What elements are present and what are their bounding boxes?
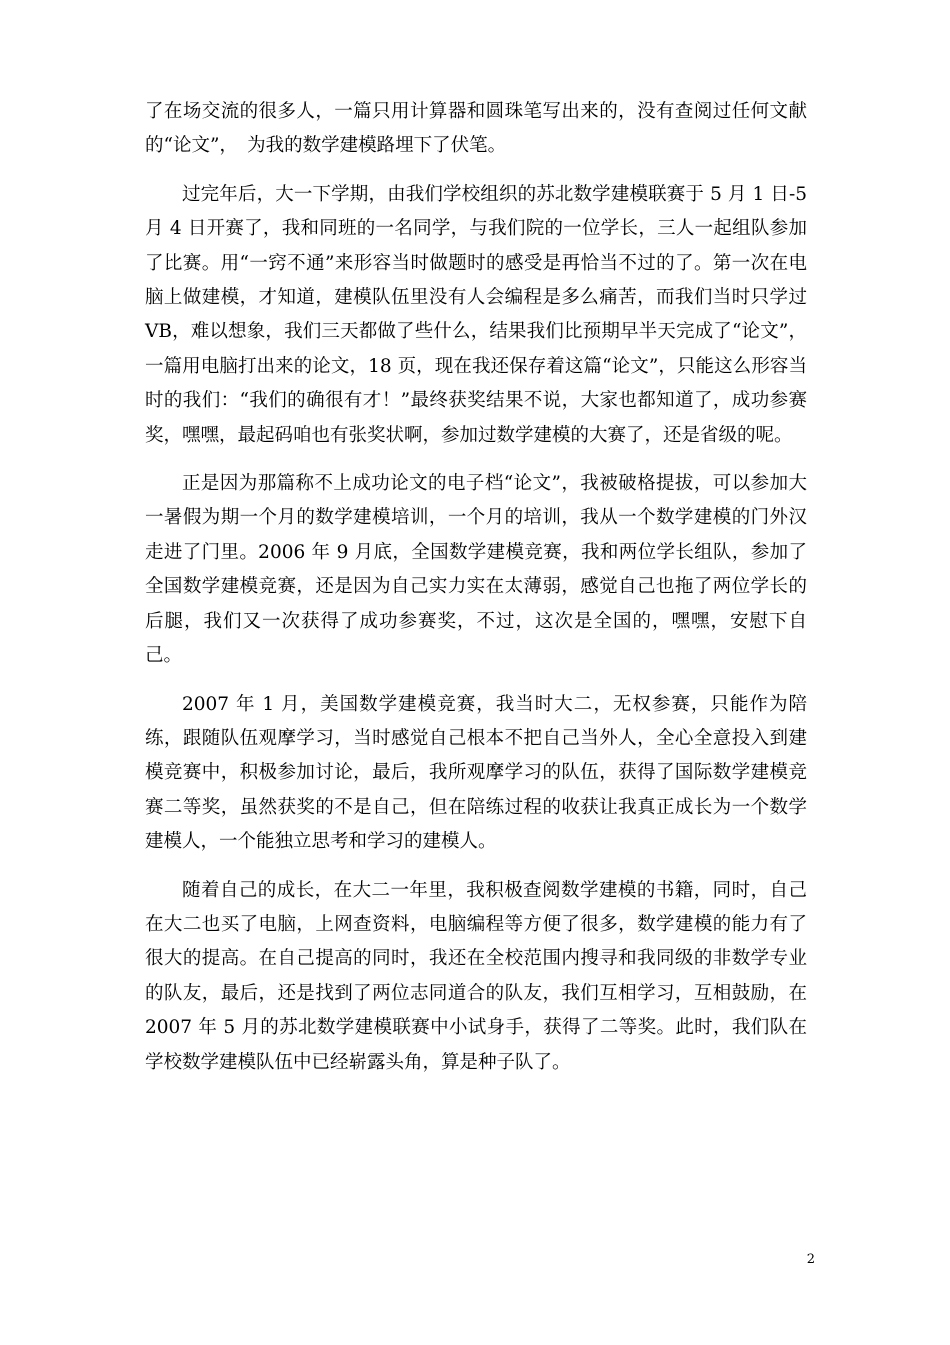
page-number: 2: [806, 1252, 815, 1267]
paragraph-2: 过完年后，大一下学期，由我们学校组织的苏北数学建模联赛于 5 月 1 日-5 月 4 日开赛了，我和同班的一名同学，与我们院的一位学长，三人一起组队参加了比赛。用“一窍不通”来形容当时做题时的感受是再恰当不过的了。第一次在电脑上做建模，才知道，建模队伍里没有人会编程是多么痛苦，而我们当时只学过 VB，难以想象，我们三天都做了些什么，结果我们比预期早半天完成了“论文”，一篇用电脑打出来的论文，18 页，现在我还保存着这篇“论文”，只能这么形容当时的我们：“我们的确很有才！”最终获奖结果不说，大家也都知道了，成功参赛奖，嘿嘿，最起码咱也有张奖状啊，参加过数学建模的大赛了，还是省级的呢。: [145, 183, 807, 446]
paragraph-5: 随着自己的成长，在大二一年里，我积极查阅数学建模的书籍，同时，自己在大二也买了电脑，上网查资料，电脑编程等方便了很多，数学建模的能力有了很大的提高。在自己提高的同时，我还在全校范围内搜寻和我同级的非数学专业的队友，最后，还是找到了两位志同道合的队友，我们互相学习，互相鼓励，在 2007 年 5 月的苏北数学建模联赛中小试身手，获得了二等奖。此时，我们队在学校数学建模队伍中已经崭露头角，算是种子队了。: [145, 879, 807, 1073]
page-body: [145, 95, 807, 1094]
paragraph-1: 了在场交流的很多人，一篇只用计算器和圆珠笔写出来的，没有查阅过任何文献的“论文”， 为我的数学建模路埋下了伏笔。: [145, 101, 807, 157]
paragraph-4: 2007 年 1 月，美国数学建模竞赛，我当时大二，无权参赛，只能作为陪练，跟随队伍观摩学习，当时感觉自己根本不把自己当外人，全心全意投入到建模竞赛中，积极参加讨论，最后，我所观摩学习的队伍，获得了国际数学建模竞赛二等奖，虽然获奖的不是自己，但在陪练过程的收获让我真正成长为一个数学建模人，一个能独立思考和学习的建模人。: [145, 693, 807, 853]
paragraph-3: 正是因为那篇称不上成功论文的电子档“论文”，我被破格提拔，可以参加大一暑假为期一个月的数学建模培训，一个月的培训，我从一个数学建模的门外汉走进了门里。2006 年 9 月底，全国数学建模竞赛，我和两位学长组队，参加了全国数学建模竞赛，还是因为自己实力实在太薄弱，感觉自己也拖了两位学长的后腿，我们又一次获得了成功参赛奖，不过，这次是全国的，嘿嘿，安慰下自己。: [145, 473, 807, 667]
